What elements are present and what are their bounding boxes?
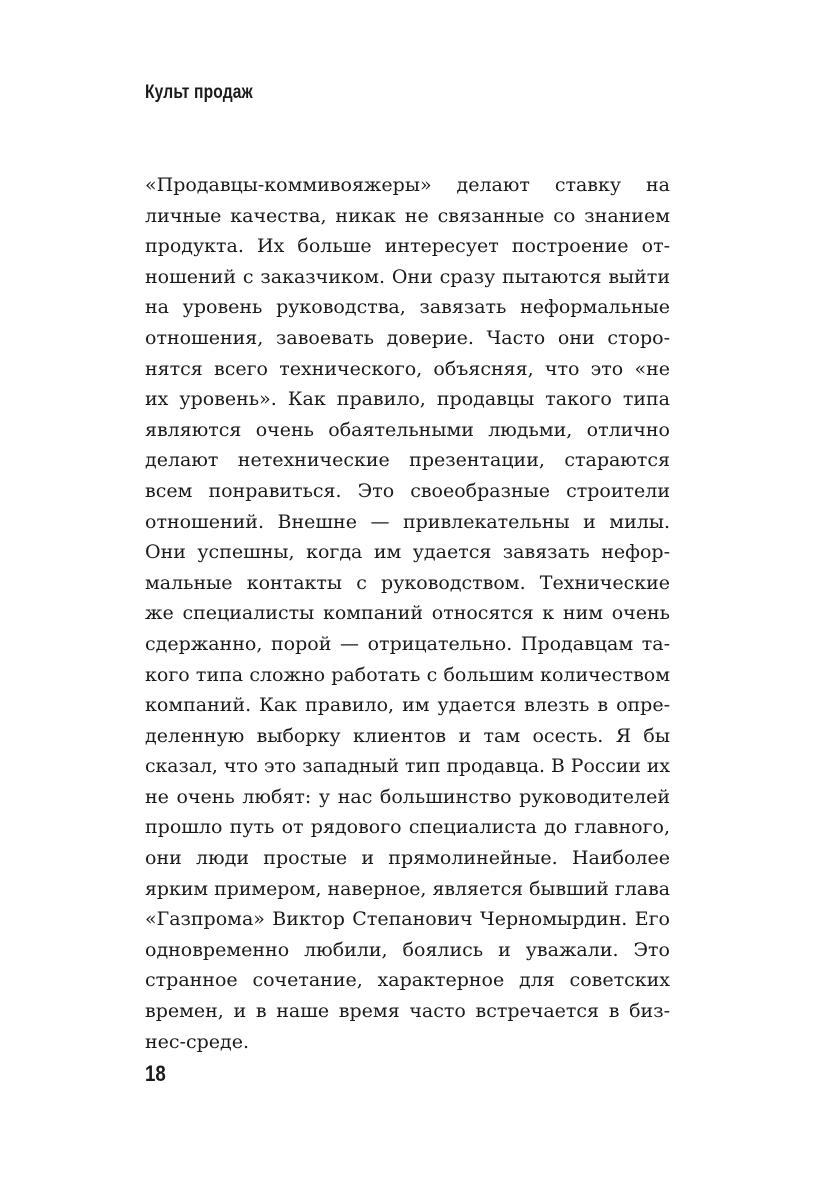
text-line: нес-среде.	[145, 1030, 249, 1053]
text-line: времен, и в наше время часто встречается в биз-	[145, 1000, 670, 1023]
text-line: не очень любят: у нас большинство руководителей	[145, 785, 670, 808]
text-line: прошло путь от рядового специалиста до главного,	[145, 816, 670, 839]
text-line: они люди простые и прямолинейные. Наиболее	[145, 847, 670, 870]
text-line: отношения, завоевать доверие. Часто они сторо-	[145, 326, 670, 349]
text-line: странное сочетание, характерное для советских	[145, 969, 670, 992]
running-head: Культ продаж	[145, 82, 253, 103]
text-line: нятся всего технического, объясняя, что это «не	[145, 357, 670, 380]
text-line: деленную выборку клиентов и там осесть. Я бы	[145, 724, 670, 747]
text-line: Они успешны, когда им удается завязать нефор-	[145, 541, 670, 564]
text-line: личные качества, никак не связанные со знанием	[145, 204, 670, 227]
page-number: 18	[145, 1061, 166, 1086]
text-line: ярким примером, наверное, является бывший глава	[145, 877, 670, 900]
text-line: делают нетехнические презентации, стараются	[145, 449, 670, 472]
text-line: на уровень руководства, завязать неформальные	[145, 296, 670, 319]
text-line: мальные контакты с руководством. Технические	[145, 571, 670, 594]
text-line: ношений с заказчиком. Они сразу пытаются выйти	[145, 265, 670, 288]
text-line: сдержанно, порой — отрицательно. Продавцам та-	[145, 632, 670, 655]
text-line: отношений. Внешне — привлекательны и милы.	[145, 510, 670, 533]
text-line: компаний. Как правило, им удается влезть в опре-	[145, 694, 670, 717]
text-line: «Продавцы-коммивояжеры» делают ставку на	[145, 174, 670, 196]
body-paragraph	[145, 170, 670, 1057]
text-line: «Газпрома» Виктор Степанович Черномырдин. Его	[145, 908, 670, 931]
text-line: же специалисты компаний относятся к ним очень	[145, 602, 670, 625]
text-line: сказал, что это западный тип продавца. В России их	[145, 755, 671, 778]
text-line: их уровень». Как правило, продавцы такого типа	[145, 388, 670, 411]
text-line: одновременно любили, боялись и уважали. Это	[145, 938, 670, 961]
text-line: всем понравиться. Это своеобразные строители	[145, 479, 670, 502]
text-line: кого типа сложно работать с большим количеством	[145, 663, 670, 686]
text-line: продукта. Их больше интересует построение от-	[145, 235, 670, 258]
text-line: являются очень обаятельными людьми, отлично	[145, 418, 670, 441]
